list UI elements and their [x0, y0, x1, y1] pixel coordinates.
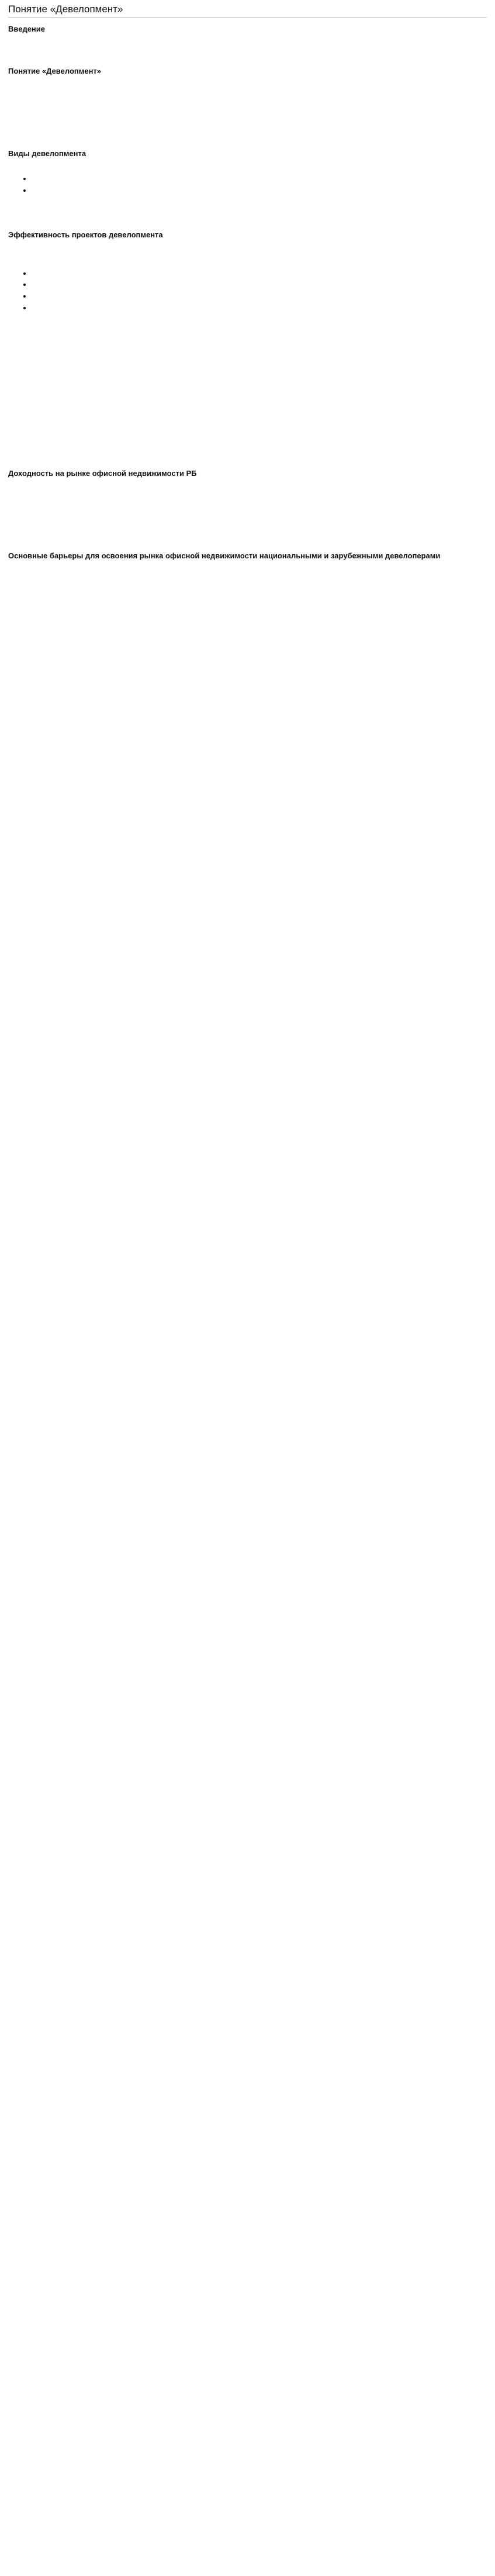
bullet-item: [32, 279, 487, 290]
paragraph: [8, 576, 487, 586]
paragraph: [8, 317, 487, 327]
bullet-list: [8, 268, 487, 313]
section-heading: Доходность на рынке офисной недвижимости РБ: [8, 468, 197, 478]
section-heading: Введение: [8, 25, 45, 33]
section-heading: Понятие «Девелопмент»: [8, 67, 102, 75]
paragraph: [8, 438, 487, 448]
bullet-item: [32, 268, 487, 279]
document-body: [8, 25, 487, 600]
bullet-item: [32, 303, 487, 313]
document-section: [8, 25, 487, 60]
bullet-item: [32, 291, 487, 302]
document-section: [8, 469, 487, 544]
bullet-item: [32, 185, 487, 196]
paragraph: [8, 91, 487, 102]
bullet-item: [32, 174, 487, 184]
paragraph: [8, 357, 487, 368]
paragraph: [8, 371, 487, 381]
paragraph: [8, 160, 487, 171]
bullet-list: [8, 174, 487, 196]
paragraph: [8, 507, 487, 517]
paragraph: [8, 520, 487, 531]
paragraph: [8, 132, 487, 142]
paragraph: [8, 398, 487, 408]
document-page: [0, 0, 495, 617]
paragraph: [8, 199, 487, 210]
paragraph: [8, 384, 487, 395]
paragraph: [8, 49, 487, 60]
paragraph: [8, 213, 487, 223]
paragraph: [8, 78, 487, 88]
document-section: [8, 67, 487, 142]
paragraph: [8, 411, 487, 422]
document-section: [8, 230, 487, 462]
paragraph: [8, 36, 487, 46]
section-heading: Эффективность проектов девелопмента: [8, 230, 163, 239]
paragraph: [8, 480, 487, 491]
paragraph: [8, 105, 487, 115]
paragraph: [8, 241, 487, 252]
paragraph: [8, 562, 487, 573]
paragraph: [8, 118, 487, 129]
paragraph: [8, 534, 487, 544]
document-title: Понятие «Девелопмент»: [8, 4, 487, 18]
paragraph: [8, 451, 487, 462]
paragraph: [8, 589, 487, 600]
document-section: [8, 149, 487, 223]
paragraph: [8, 424, 487, 435]
section-heading: Виды девелопмента: [8, 149, 86, 158]
section-heading: Основные барьеры для освоения рынка офисной недвижимости национальными и зарубежными девелоперами: [8, 551, 441, 560]
paragraph: [8, 330, 487, 341]
document-section: [8, 551, 487, 600]
paragraph: [8, 344, 487, 354]
paragraph: [8, 255, 487, 265]
paragraph: [8, 493, 487, 504]
